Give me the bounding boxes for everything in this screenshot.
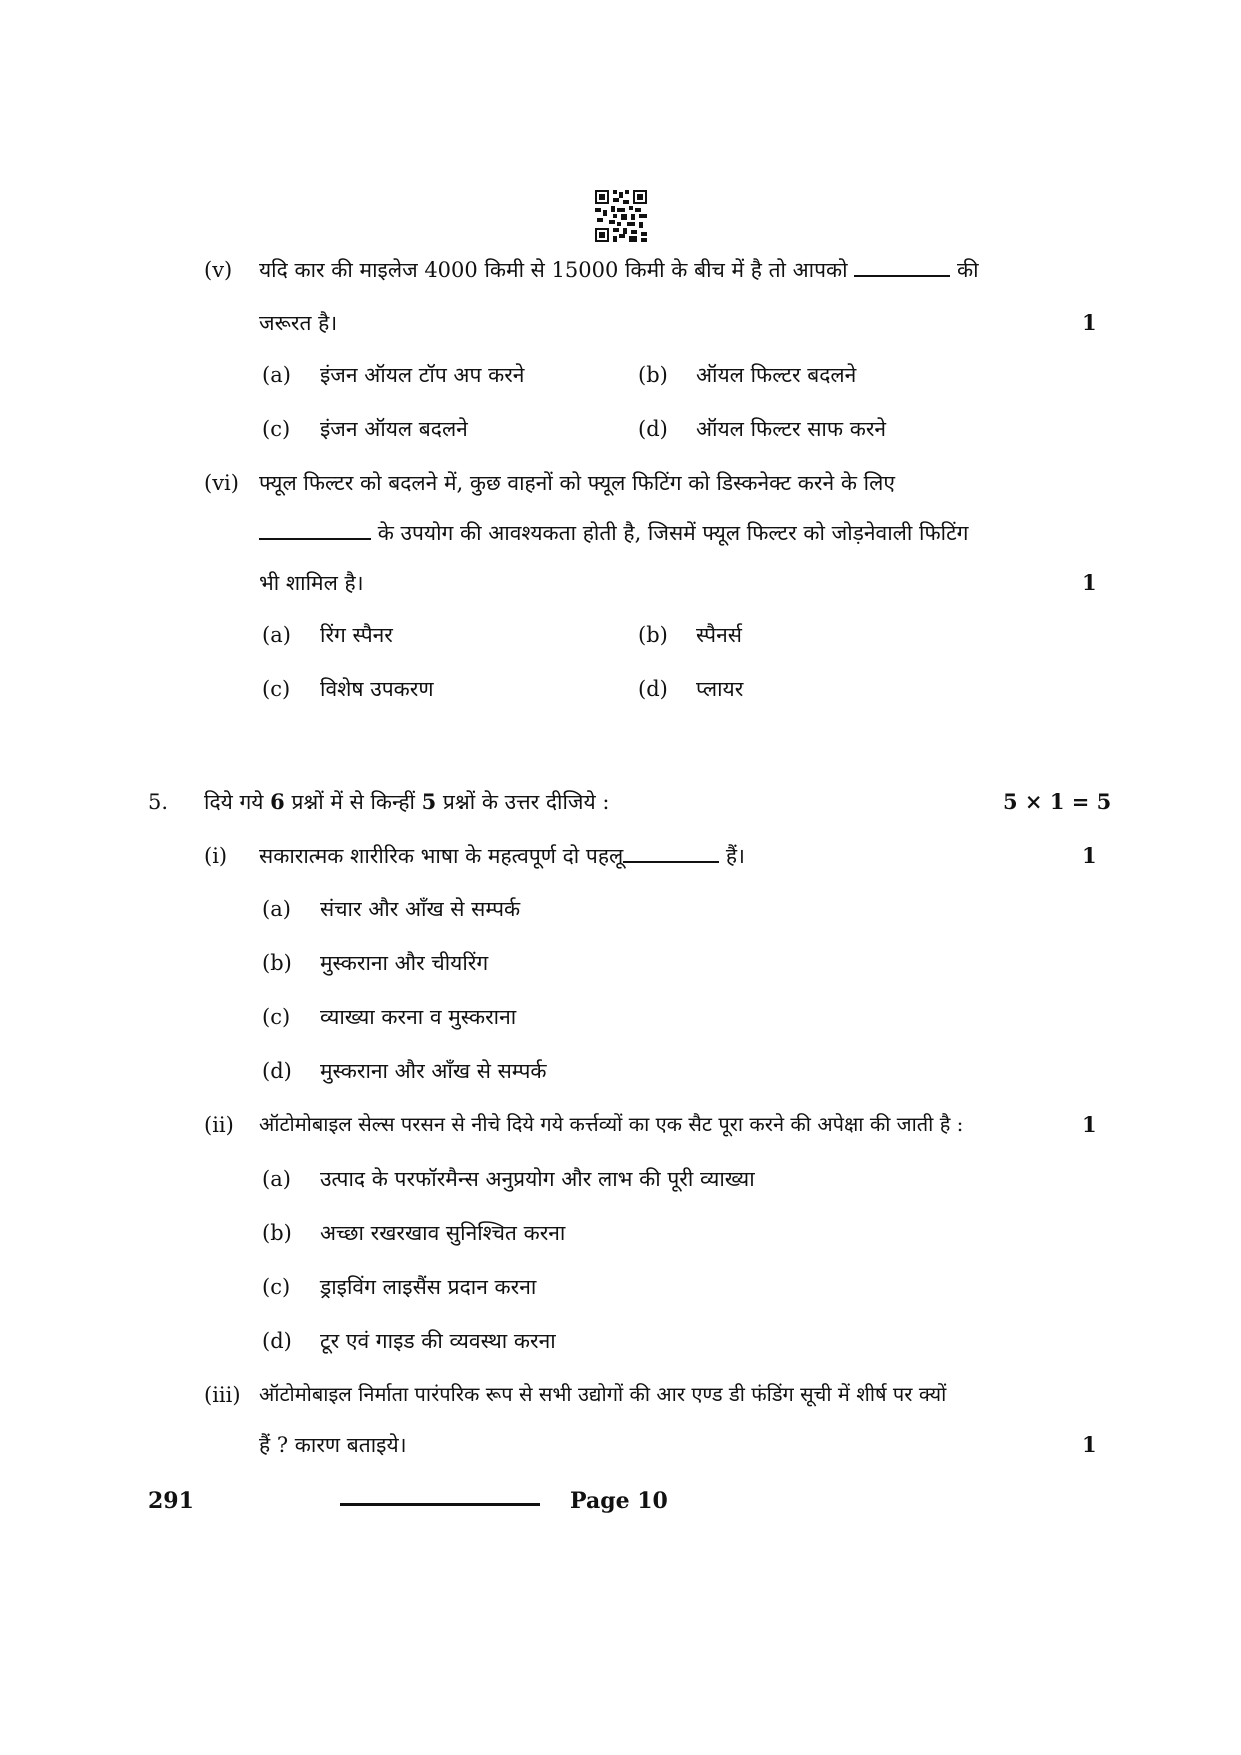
option-label: (c) — [262, 417, 291, 441]
question-marks: 1 — [1082, 1112, 1097, 1137]
option-label: (d) — [638, 417, 668, 441]
question-text-part: सकारात्मक शारीरिक भाषा के महत्वपूर्ण दो पहलू — [259, 844, 624, 868]
question-number: (i) — [204, 844, 228, 868]
option-label: (a) — [262, 897, 291, 921]
option-text: व्याख्या करना व मुस्कराना — [320, 1005, 517, 1029]
question-text-part: हैं। — [725, 844, 746, 868]
option-text: अच्छा रखरखाव सुनिश्चित करना — [320, 1221, 566, 1245]
page-number: Page 10 — [570, 1488, 668, 1514]
paper-code: 291 — [148, 1488, 194, 1514]
instruction-number: 6 — [270, 789, 285, 814]
question-marks: 1 — [1082, 310, 1097, 335]
option-text: उत्पाद के परफॉरमैन्स अनुप्रयोग और लाभ की पूरी व्याख्या — [320, 1167, 755, 1191]
option-label: (b) — [262, 1221, 292, 1245]
question-text-line: जरूरत है। — [259, 311, 338, 335]
option-text: स्पैनर्स — [696, 623, 742, 647]
question-text-line: ऑटोमोबाइल सेल्स परसन से नीचे दिये गये कर्त्तव्यों का एक सैट पूरा करने की अपेक्षा की जाती है : — [259, 1112, 964, 1136]
option-text: ड्राइविंग लाइसैंस प्रदान करना — [320, 1275, 537, 1299]
answer-blank — [854, 257, 950, 277]
option-label: (b) — [262, 951, 292, 975]
option-label: (b) — [638, 623, 668, 647]
instruction-part: दिये गये — [204, 790, 264, 814]
option-label: (d) — [262, 1059, 292, 1083]
option-label: (b) — [638, 363, 668, 387]
option-label: (c) — [262, 1275, 291, 1299]
instruction-part: प्रश्नों में से किन्हीं — [291, 790, 415, 814]
question-marks: 1 — [1082, 843, 1097, 868]
answer-blank — [623, 843, 719, 863]
option-text: प्लायर — [696, 677, 744, 701]
question-number: (v) — [204, 258, 233, 282]
option-text: टूर एवं गाइड की व्यवस्था करना — [320, 1329, 556, 1353]
option-text: मुस्कराना और आँख से सम्पर्क — [320, 1059, 547, 1083]
question-number: (vi) — [204, 471, 239, 495]
option-text: इंजन ऑयल टॉप अप करने — [320, 363, 525, 387]
question-text-line: भी शामिल है। — [259, 571, 364, 595]
option-label: (a) — [262, 363, 291, 387]
question-text-line: हैं ? कारण बताइये। — [259, 1433, 407, 1457]
question-text-line: फ्यूल फिल्टर को बदलने में, कुछ वाहनों को फ्यूल फिटिंग को डिस्कनेक्ट करने के लिए — [259, 471, 895, 495]
option-label: (c) — [262, 677, 291, 701]
instruction-part: प्रश्नों के उत्तर दीजिये : — [442, 790, 610, 814]
question-text-part: यदि कार की माइलेज 4000 किमी से 15000 किमी के बीच में है तो आपको — [259, 258, 848, 282]
option-label: (d) — [262, 1329, 292, 1353]
question-text-line: ऑटोमोबाइल निर्माता पारंपरिक रूप से सभी उद्योगों की आर एण्ड डी फंडिंग सूची में शीर्ष पर क्यों — [259, 1382, 947, 1406]
question-text — [259, 520, 969, 546]
option-label: (a) — [262, 623, 291, 647]
section-instruction — [204, 789, 609, 815]
question-number: 5. — [148, 790, 169, 814]
question-marks: 1 — [1082, 1432, 1097, 1457]
question-number: (iii) — [204, 1383, 241, 1407]
section-marks: 5 × 1 = 5 — [1003, 789, 1112, 814]
footer-divider — [340, 1503, 540, 1506]
option-label: (c) — [262, 1005, 291, 1029]
question-text-part: की — [957, 258, 979, 282]
answer-blank — [259, 520, 371, 540]
instruction-number: 5 — [421, 789, 437, 814]
option-text: रिंग स्पैनर — [320, 623, 393, 647]
question-text — [259, 843, 745, 869]
option-text: विशेष उपकरण — [320, 677, 434, 701]
question-marks: 1 — [1082, 570, 1097, 595]
option-text: इंजन ऑयल बदलने — [320, 417, 468, 441]
option-label: (d) — [638, 677, 668, 701]
question-text-part: के उपयोग की आवश्यकता होती है, जिसमें फ्यूल फिल्टर को जोड़नेवाली फिटिंग — [377, 521, 969, 545]
option-text: ऑयल फिल्टर साफ करने — [696, 417, 887, 441]
question-text — [259, 257, 979, 283]
question-number: (ii) — [204, 1113, 234, 1137]
option-text: संचार और आँख से सम्पर्क — [320, 897, 521, 921]
option-text: ऑयल फिल्टर बदलने — [696, 363, 857, 387]
option-label: (a) — [262, 1167, 291, 1191]
qr-code-icon — [595, 190, 647, 242]
option-text: मुस्कराना और चीयरिंग — [320, 951, 489, 975]
